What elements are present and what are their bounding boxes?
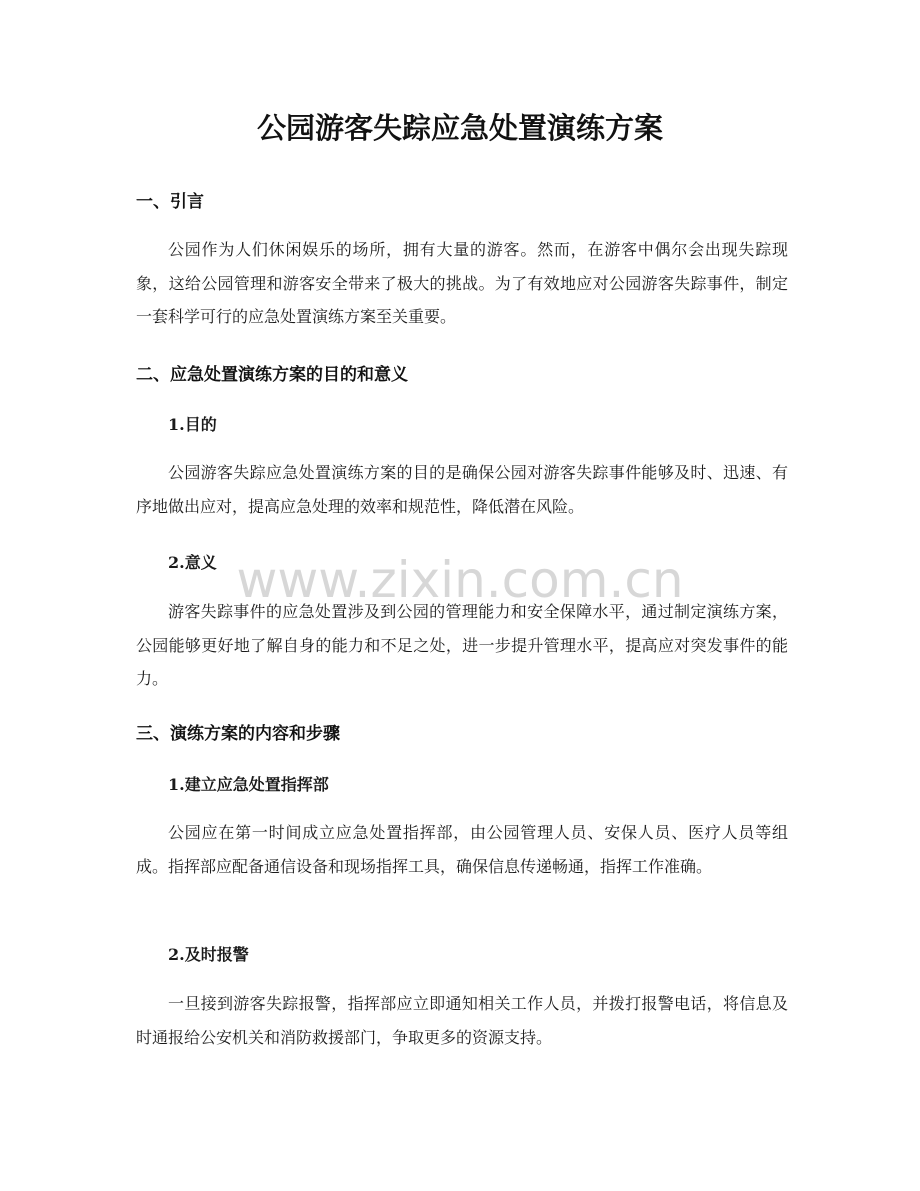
- subsection-heading-timely-alarm: 2.及时报警: [168, 945, 249, 964]
- section-heading-purpose-significance: 二、应急处置演练方案的目的和意义: [136, 365, 408, 385]
- subsection-heading-significance: 2.意义: [168, 553, 217, 572]
- paragraph-command-center: 公园应在第一时间成立应急处置指挥部，由公园管理人员、安保人员、医疗人员等组成。指挥部应配备通信设备和现场指挥工具，确保信息传递畅通，指挥工作准确。: [136, 823, 788, 876]
- section-heading-introduction: 一、引言: [136, 192, 204, 212]
- document-title: 公园游客失踪应急处置演练方案: [256, 111, 663, 145]
- paragraph-introduction: 公园作为人们休闲娱乐的场所，拥有大量的游客。然而，在游客中偶尔会出现失踪现象，这给公园管理和游客安全带来了极大的挑战。为了有效地应对公园游客失踪事件，制定一套科学可行的应急处置演练方案至关重要。: [136, 240, 788, 326]
- subsection-heading-purpose: 1.目的: [168, 415, 217, 434]
- subsection-heading-command-center: 1.建立应急处置指挥部: [168, 775, 329, 794]
- paragraph-purpose: 公园游客失踪应急处置演练方案的目的是确保公园对游客失踪事件能够及时、迅速、有序地做出应对，提高应急处理的效率和规范性，降低潜在风险。: [136, 463, 788, 516]
- paragraph-timely-alarm: 一旦接到游客失踪报警，指挥部应立即通知相关工作人员，并拨打报警电话，将信息及时通报给公安机关和消防救援部门，争取更多的资源支持。: [136, 994, 788, 1047]
- paragraph-significance: 游客失踪事件的应急处置涉及到公园的管理能力和安全保障水平，通过制定演练方案，公园能够更好地了解自身的能力和不足之处，进一步提升管理水平，提高应对突发事件的能力。: [136, 602, 788, 688]
- section-heading-content-steps: 三、演练方案的内容和步骤: [136, 724, 340, 744]
- watermark-text: www.zixin.com.cn: [236, 551, 684, 609]
